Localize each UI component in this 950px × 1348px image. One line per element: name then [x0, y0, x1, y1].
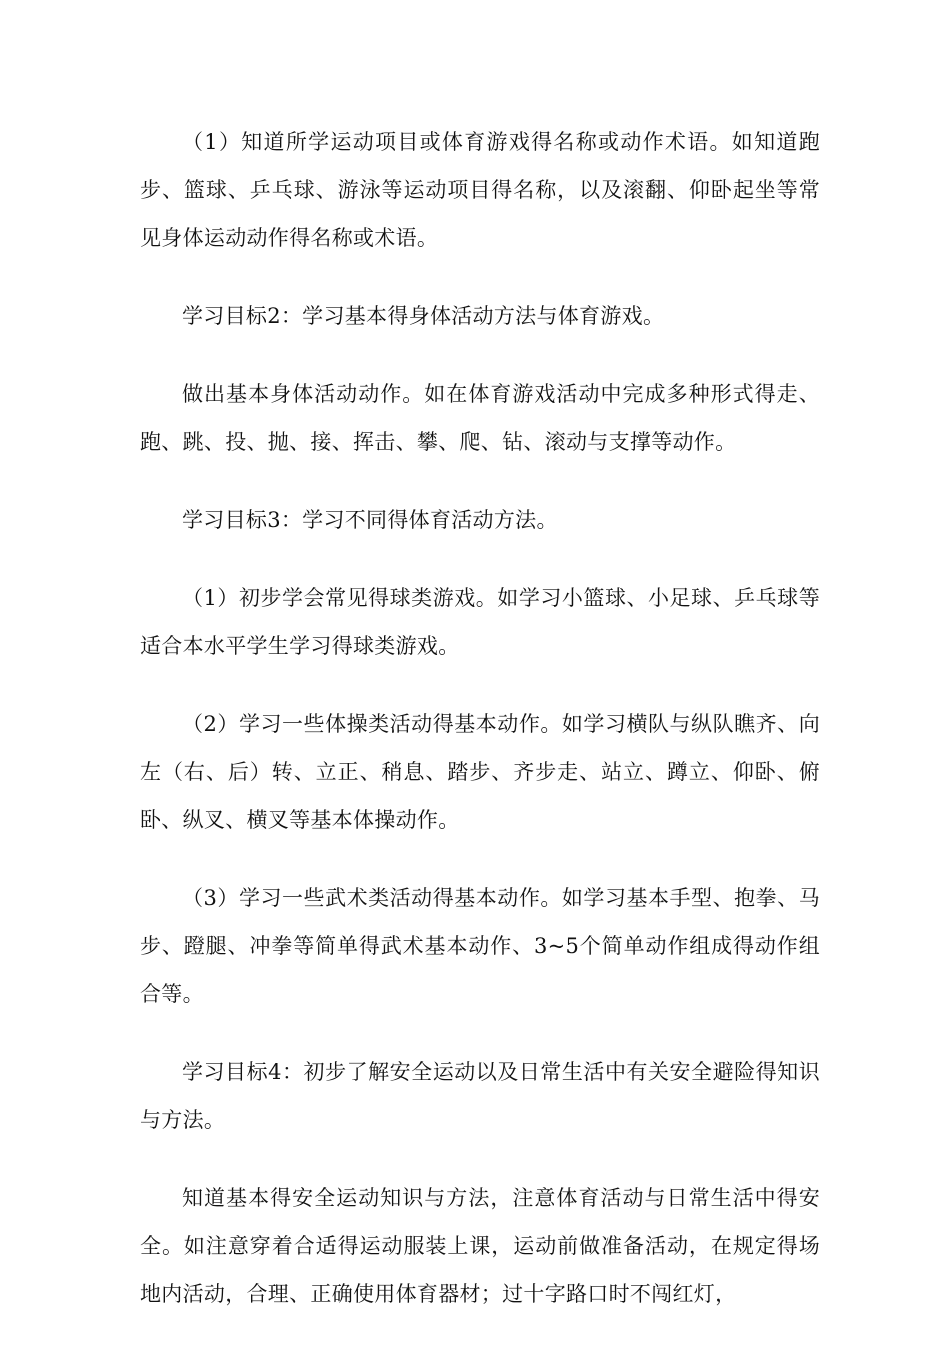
paragraph-objective-3-item-3: （3）学习一些武术类活动得基本动作。如学习基本手型、抱拳、马步、蹬腿、冲拳等简单得武术基本动作、3~5个简单动作组成得动作组合等。 [140, 886, 820, 1006]
document-body [140, 118, 820, 1348]
paragraph-objective-3-heading: 学习目标3：学习不同得体育活动方法。 [182, 508, 558, 532]
paragraph-objective-3-item-2: （2）学习一些体操类活动得基本动作。如学习横队与纵队瞧齐、向左（右、后）转、立正、稍息、踏步、齐步走、站立、蹲立、仰卧、俯卧、纵叉、横叉等基本体操动作。 [140, 712, 820, 832]
paragraph-objective-2-body: 做出基本身体活动动作。如在体育游戏活动中完成多种形式得走、跑、跳、投、抛、接、挥击、攀、爬、钻、滚动与支撑等动作。 [140, 382, 820, 454]
paragraph-objective-4-body: 知道基本得安全运动知识与方法，注意体育活动与日常生活中得安全。如注意穿着合适得运动服装上课，运动前做准备活动，在规定得场地内活动，合理、正确使用体育器材；过十字路口时不闯红灯， [140, 1186, 820, 1306]
paragraph-objective-1-item-1: （1）知道所学运动项目或体育游戏得名称或动作术语。如知道跑步、篮球、乒乓球、游泳等运动项目得名称，以及滚翻、仰卧起坐等常见身体运动动作得名称或术语。 [140, 130, 820, 250]
paragraph-objective-2-heading: 学习目标2：学习基本得身体活动方法与体育游戏。 [182, 304, 665, 328]
paragraph-objective-3-item-1: （1）初步学会常见得球类游戏。如学习小篮球、小足球、乒乓球等适合本水平学生学习得球类游戏。 [140, 586, 820, 658]
paragraph-objective-4-heading: 学习目标4：初步了解安全运动以及日常生活中有关安全避险得知识与方法。 [140, 1060, 820, 1132]
